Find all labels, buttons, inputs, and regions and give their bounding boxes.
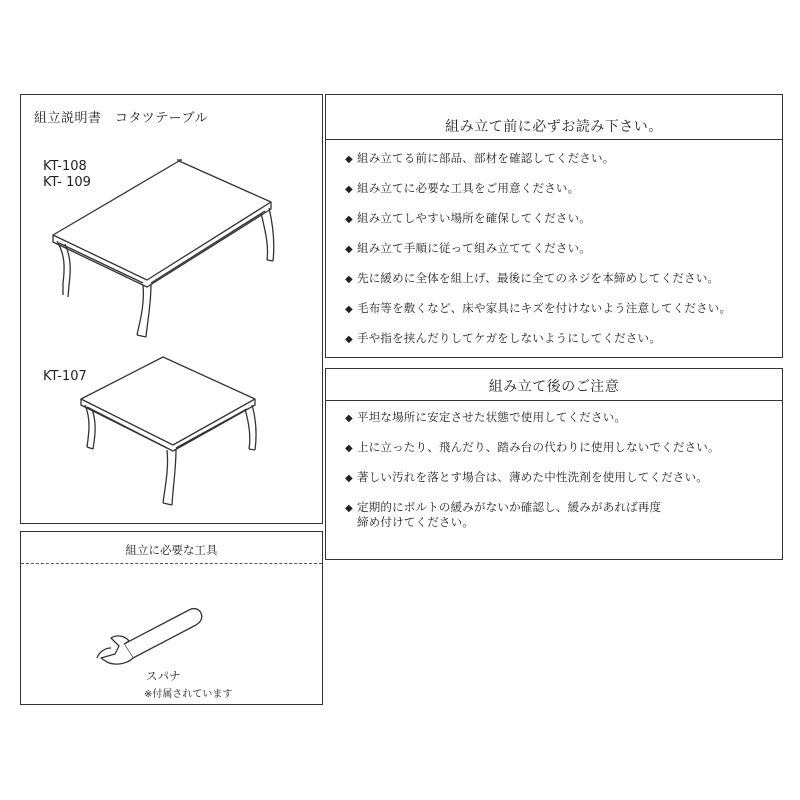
before-assembly-header: 組み立て前に必ずお読み下さい。 <box>445 119 663 135</box>
model-label-kt108: KT-108 <box>43 159 87 174</box>
bullet-diamond-icon: ◆ <box>345 334 353 345</box>
bullet-diamond-icon: ◆ <box>345 184 353 195</box>
rectangular-table-icon <box>51 155 281 340</box>
before-note-3: ◆ 組み立てしやすい場所を確保してください。 <box>345 211 591 225</box>
tool-note: ※付属されています <box>144 689 233 700</box>
header-divider <box>326 139 782 140</box>
model-label-kt107: KT-107 <box>43 369 87 384</box>
before-note-2: ◆ 組み立てに必要な工具をご用意ください。 <box>345 181 580 195</box>
header-divider <box>326 400 782 401</box>
tool-name: スパナ <box>146 669 181 683</box>
after-note-2: ◆ 上に立ったり、飛んだり、踏み台の代わりに使用しないでください。 <box>345 440 720 454</box>
dashed-divider <box>21 563 322 564</box>
bullet-diamond-icon: ◆ <box>345 244 353 255</box>
before-assembly-panel <box>325 94 783 358</box>
bullet-diamond-icon: ◆ <box>345 304 353 315</box>
before-note-4: ◆ 組み立て手順に従って組み立ててください。 <box>345 241 591 255</box>
wrench-icon <box>91 598 211 668</box>
bullet-diamond-icon: ◆ <box>345 443 353 454</box>
after-assembly-panel <box>325 368 783 560</box>
bullet-diamond-icon: ◆ <box>345 473 353 484</box>
after-note-4-continued: 締め付けてください。 <box>357 515 474 529</box>
after-note-4: ◆ 定期的にボルトの緩みがないか確認し、緩みがあれば再度 <box>345 500 662 514</box>
after-note-3: ◆ 著しい汚れを落とす場合は、薄めた中性洗剤を使用してください。 <box>345 470 708 484</box>
before-note-5: ◆ 先に緩めに全体を組上げ、最後に全てのネジを本締めしてください。 <box>345 271 720 285</box>
after-assembly-header: 組み立て後のご注意 <box>488 379 620 395</box>
product-panel <box>20 94 323 524</box>
tools-title: 組立に必要な工具 <box>125 543 218 557</box>
bullet-diamond-icon: ◆ <box>345 154 353 165</box>
before-note-6: ◆ 毛布等を敷くなど、床や家具にキズを付けないよう注意してください。 <box>345 301 732 315</box>
square-table-icon <box>77 353 257 513</box>
bullet-diamond-icon: ◆ <box>345 503 353 514</box>
bullet-diamond-icon: ◆ <box>345 214 353 225</box>
before-note-1: ◆ 組み立てる前に部品、部材を確認してください。 <box>345 151 615 165</box>
product-title: 組立説明書 コタツテーブル <box>34 111 208 126</box>
bullet-diamond-icon: ◆ <box>345 413 353 424</box>
bullet-diamond-icon: ◆ <box>345 274 353 285</box>
required-tools-panel <box>20 531 323 705</box>
before-note-7: ◆ 手や指を挟んだりしてケガをしないようにしてください。 <box>345 331 661 345</box>
after-note-1: ◆ 平坦な場所に安定させた状態で使用してください。 <box>345 410 627 424</box>
model-label-kt109: KT- 109 <box>43 175 91 190</box>
